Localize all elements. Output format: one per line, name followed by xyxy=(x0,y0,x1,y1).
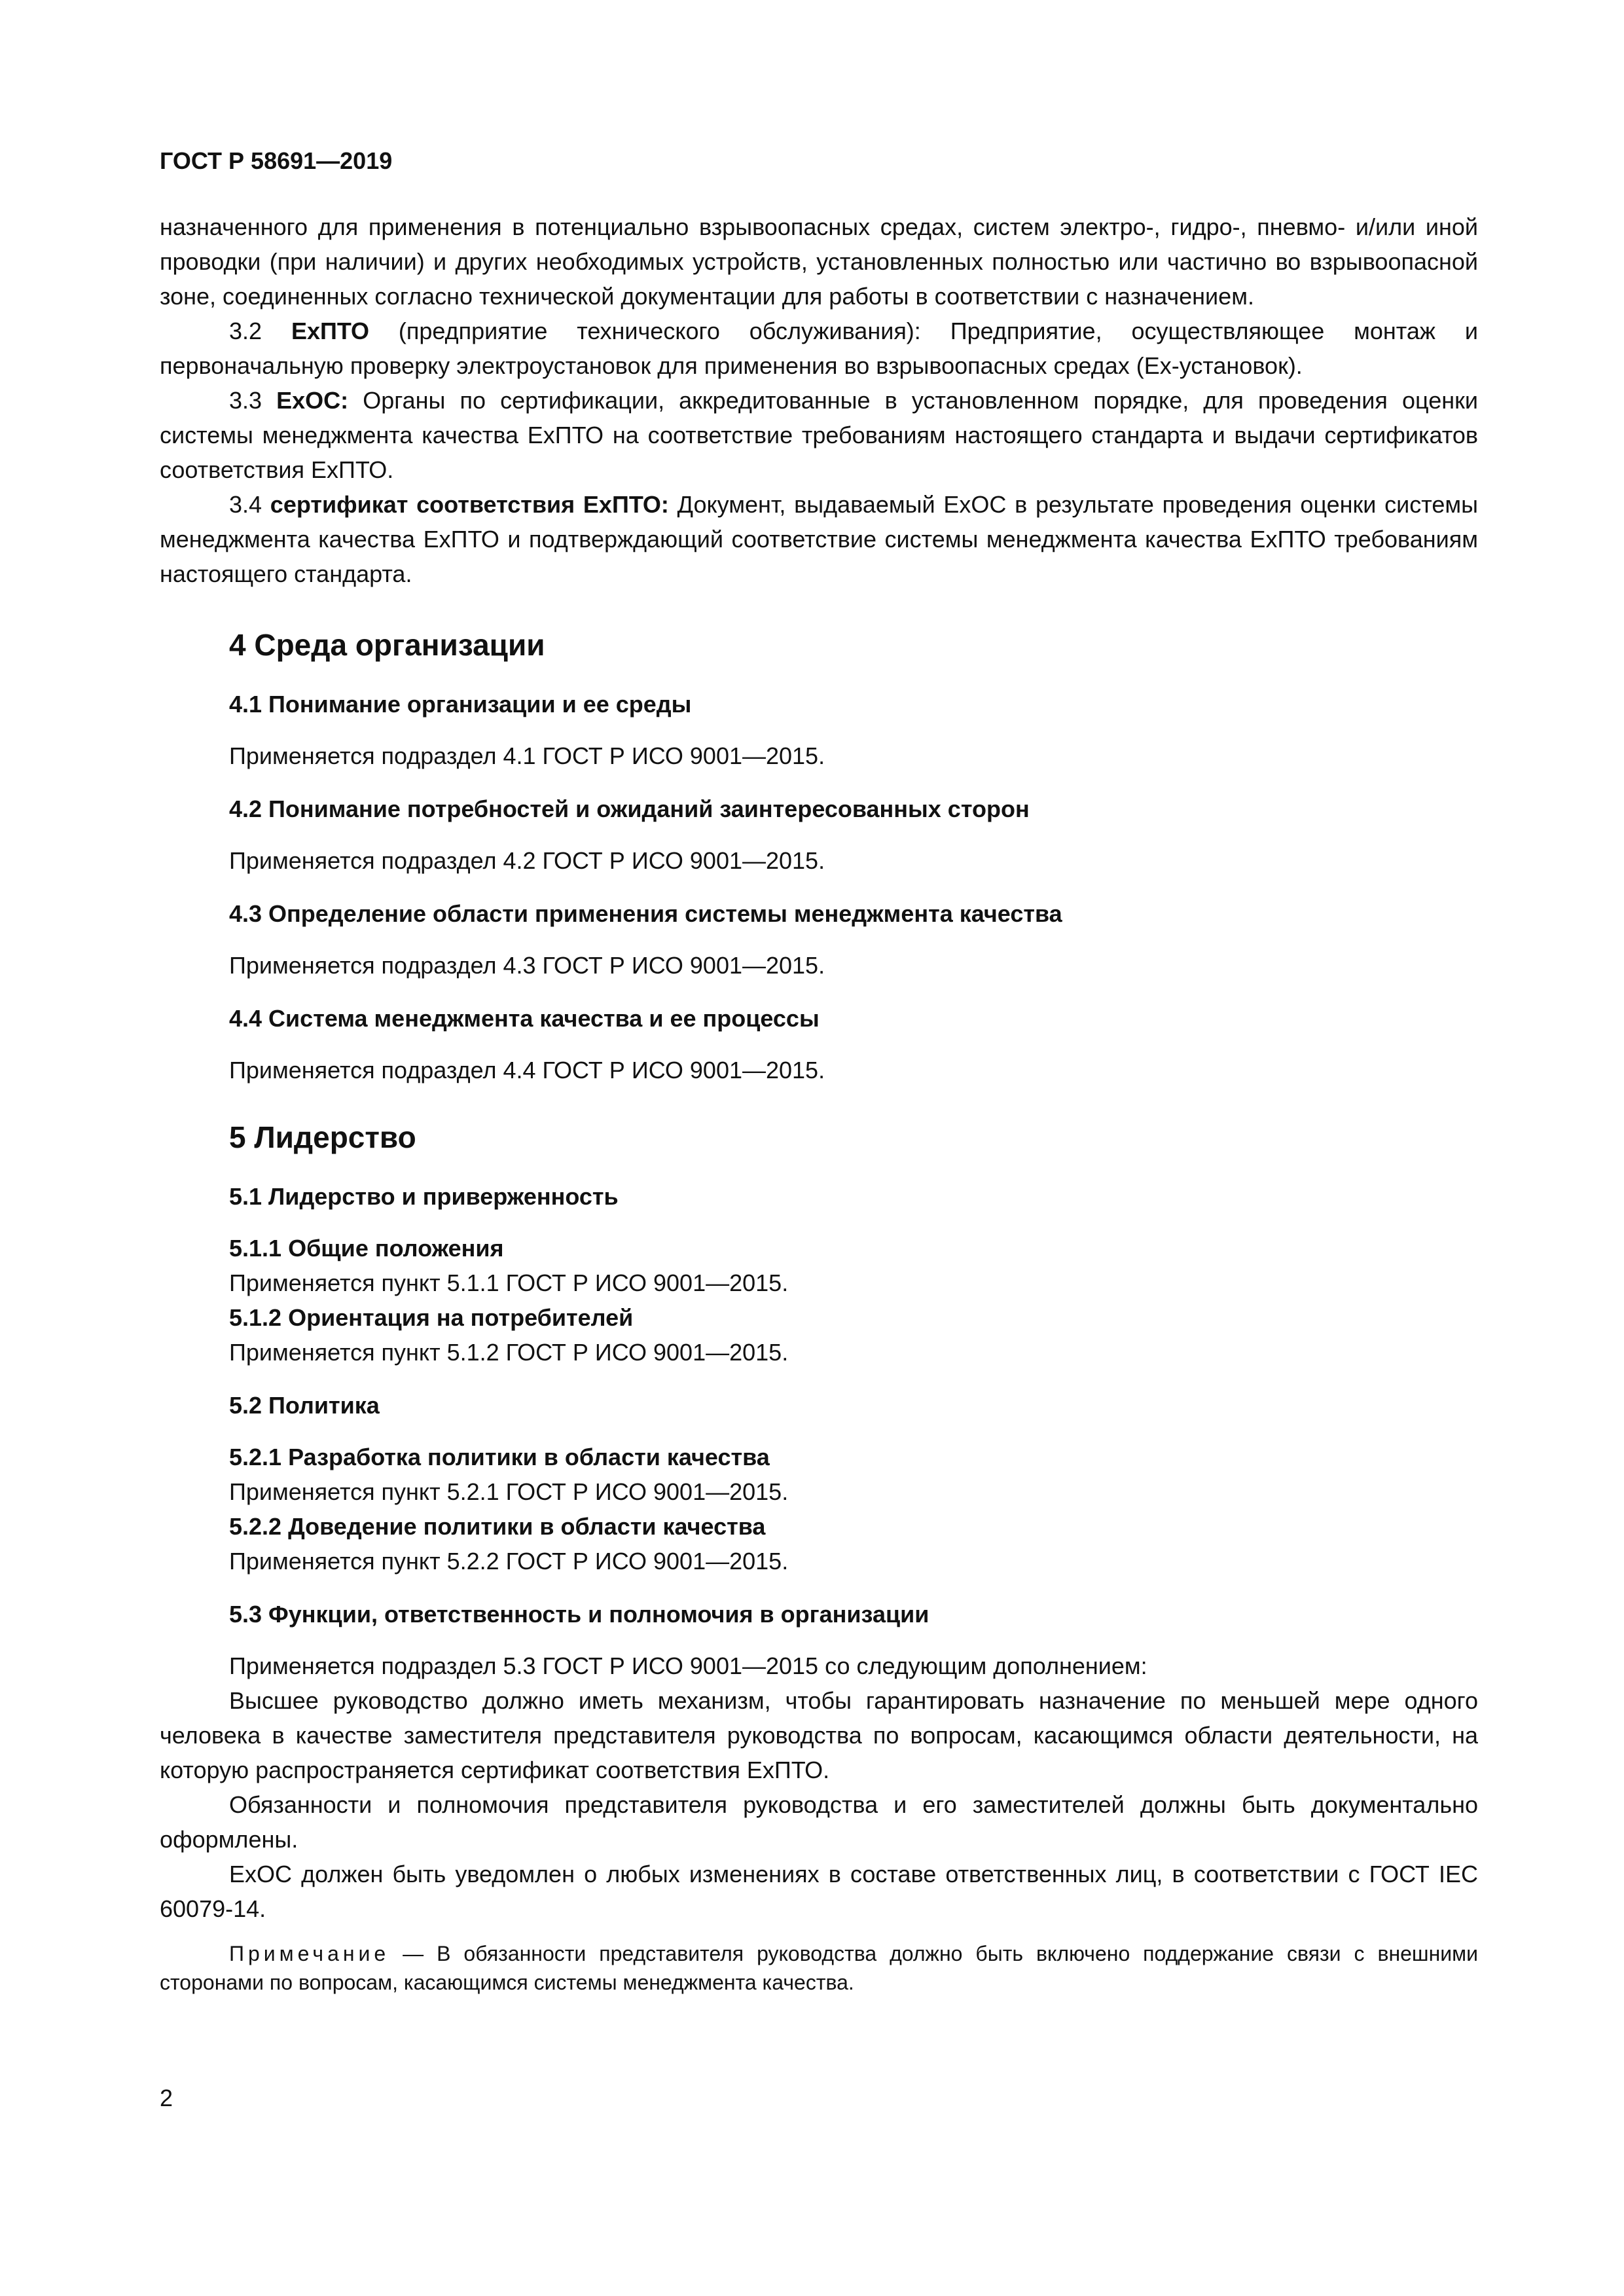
page-content xyxy=(160,147,1478,1997)
item-5-1-2-heading: 5.1.2 Ориентация на потребителей xyxy=(229,1304,634,1331)
term-name: ExПТО xyxy=(291,318,369,344)
subsection-4-2-text: Применяется подраздел 4.2 ГОСТ Р ИСО 9001—2015. xyxy=(229,847,825,874)
item-5-1-1-text: Применяется пункт 5.1.1 ГОСТ Р ИСО 9001—2015. xyxy=(229,1269,789,1296)
item-5-2-1-text: Применяется пункт 5.2.1 ГОСТ Р ИСО 9001—2015. xyxy=(229,1478,789,1505)
term-name: ExОС: xyxy=(276,387,349,414)
subsection-4-3-text: Применяется подраздел 4.3 ГОСТ Р ИСО 9001—2015. xyxy=(229,952,825,979)
s53-paragraph-2: Высшее руководство должно иметь механизм, чтобы гарантировать назначение по меньшей мере одного человека в качестве заместителя представителя руководства по вопросам, касающимся области деятельности, на которую распространяется сертификат соответствия ExПТО. xyxy=(160,1687,1478,1783)
running-header: ГОСТ Р 58691—2019 xyxy=(160,147,393,174)
note-label: Примечание xyxy=(229,1942,390,1965)
section-4-title: 4 Среда организации xyxy=(229,628,545,662)
item-5-2-2-heading: 5.2.2 Доведение политики в области качества xyxy=(229,1513,766,1540)
term-3-4 xyxy=(160,487,1478,591)
item-5-2-2-text: Применяется пункт 5.2.2 ГОСТ Р ИСО 9001—2015. xyxy=(229,1548,789,1575)
term-number: 3.3 xyxy=(229,387,262,414)
item-5-1-1-heading: 5.1.1 Общие положения xyxy=(229,1235,504,1262)
s53-paragraph-4: ExОС должен быть уведомлен о любых изменениях в составе ответственных лиц, в соответствии с ГОСТ IEC 60079-14. xyxy=(160,1861,1478,1922)
term-name: сертификат соответствия ExПТО: xyxy=(270,491,669,518)
subsection-4-3-heading: 4.3 Определение области применения системы менеджмента качества xyxy=(229,900,1062,927)
term-3-2 xyxy=(160,314,1478,383)
subsection-5-1-heading: 5.1 Лидерство и приверженность xyxy=(229,1183,619,1210)
term-definition: Документ, выдаваемый ExОС в результате проведения оценки системы менеджмента качества ExПТО и подтверждающий соответствие системы менеджмента качества ExПТО требованиям настоящего стандарта. xyxy=(160,491,1478,587)
note xyxy=(160,1939,1478,1997)
subsection-4-1-text: Применяется подраздел 4.1 ГОСТ Р ИСО 9001—2015. xyxy=(229,742,825,769)
intro-paragraph: назначенного для применения в потенциально взрывоопасных средах, систем электро-, гидро-, пневмо- и/или иной проводки (при наличии) и других необходимых устройств, установленных полностью или частично во взрывоопасной зоне, соединенных согласно технической документации для работы в соответствии с назначением. xyxy=(160,213,1478,310)
s53-paragraph-1: Применяется подраздел 5.3 ГОСТ Р ИСО 9001—2015 со следующим дополнением: xyxy=(229,1652,1147,1679)
subsection-4-1-heading: 4.1 Понимание организации и ее среды xyxy=(229,691,692,718)
term-number: 3.2 xyxy=(229,318,262,344)
item-5-1-2-text: Применяется пункт 5.1.2 ГОСТ Р ИСО 9001—2015. xyxy=(229,1339,789,1366)
subsection-4-4-heading: 4.4 Система менеджмента качества и ее процессы xyxy=(229,1005,820,1032)
subsection-5-2-heading: 5.2 Политика xyxy=(229,1392,380,1419)
subsection-4-2-heading: 4.2 Понимание потребностей и ожиданий заинтересованных сторон xyxy=(229,795,1030,822)
term-number: 3.4 xyxy=(229,491,262,518)
item-5-2-1-heading: 5.2.1 Разработка политики в области качества xyxy=(229,1444,770,1470)
section-5-title: 5 Лидерство xyxy=(229,1120,416,1154)
term-3-3 xyxy=(160,383,1478,487)
note-text: — В обязанности представителя руководства должно быть включено поддержание связи с внешними сторонами по вопросам, касающимся системы менеджмента качества. xyxy=(160,1942,1478,1994)
page-number: 2 xyxy=(160,2085,173,2111)
term-definition: (предприятие технического обслуживания): Предприятие, осуществляющее монтаж и первоначальную проверку электроустановок для применения во взрывоопасных средах (Ex-установок). xyxy=(160,318,1478,379)
term-definition: Органы по сертификации, аккредитованные в установленном порядке, для проведения оценки системы менеджмента качества ExПТО на соответствие требованиям настоящего стандарта и выдачи сертификатов соответствия ExПТО. xyxy=(160,387,1478,483)
s53-paragraph-3: Обязанности и полномочия представителя руководства и его заместителей должны быть документально оформлены. xyxy=(160,1791,1478,1853)
subsection-4-4-text: Применяется подраздел 4.4 ГОСТ Р ИСО 9001—2015. xyxy=(229,1057,825,1084)
subsection-5-3-heading: 5.3 Функции, ответственность и полномочия в организации xyxy=(229,1601,929,1628)
